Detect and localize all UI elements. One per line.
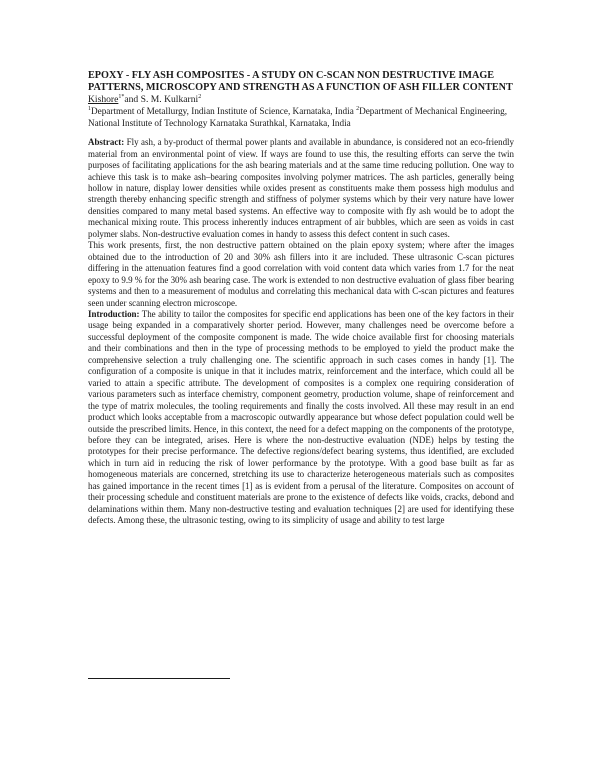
author-1: Kishore	[88, 94, 119, 106]
abstract-text: Fly ash, a by-product of thermal power plants and available in abundance, is considered not an eco-friendly material from an environmental point of view. If ways are found to use this, the resulting efforts can serve the twin purposes of facilitating applications for the ash bearing materials and at the same time reducing pollution. One way to achieve this task is to make ash–bearing composites involving polymer matrices. The ash particles, generally being hollow in nature, display lower densities while oxides present as constituents make them possess high modulus and strength thereby enhancing specific strength and stiffness of polymer systems which by their very nature have lower densities compared to many metal based systems. An effective way to composite with fly ash would be to adopt the mechanical mixing route. This process inherently induces entrapment of air bubbles, which are seen as voids in cast polymer slabs. Non-destructive evaluation comes in handy to assess this defect content in such cases.	[88, 137, 514, 239]
aff-1-sup: 1	[88, 106, 91, 113]
aff-1: Department of Metallurgy, Indian Institute of Science, Karnataka, India	[91, 106, 357, 117]
paper-title: EPOXY - FLY ASH COMPOSITES - A STUDY ON C-SCAN NON DESTRUCTIVE IMAGE PATTERNS, MICROSCOPY AND STRENGTH AS A FUNCTION OF ASH FILLER CONTENT	[88, 70, 513, 94]
author-2-sup: 2	[198, 94, 202, 101]
abstract-label: Abstract:	[88, 137, 125, 148]
author-and: and S. M. Kulkarni	[124, 94, 199, 106]
abstract-paragraph	[88, 137, 514, 240]
footnote-rule	[88, 678, 230, 679]
introduction-paragraph	[88, 309, 514, 527]
author-1-sup: 1*	[118, 94, 125, 101]
affiliations	[88, 106, 514, 129]
aff-2-sup: 2	[356, 106, 360, 113]
work-paragraph: This work presents, first, the non destructive pattern obtained on the plain epoxy system; where after the images obtained due to the introduction of 20 and 30% ash fillers into it are included. These ultrasonic C-scan pictures differing in the attenuation features find a good correlation with void content data which varies from 1.7 for the neat epoxy to 9.9 % for the 30% ash bearing case. The work is extended to non destructive evaluation of glass fiber bearing systems and then to a measurement of modulus and correlating this mechanical data with C-scan pictures and features seen under scanning electron microscope.	[88, 240, 514, 308]
paper-content	[88, 70, 514, 527]
author-line	[88, 94, 514, 106]
introduction-text: The ability to tailor the composites for specific end applications has been one of the key factors in their usage being expanded in a comparatively shorter period. However, many challenges need be overcome before a successful deployment of the composite component is made. The wide choice available first for choosing materials and their combinations and then in the type of processing methods to be employed to yield the product make the comprehensive selection a truly challenging one. The scientific approach in such cases comes in handy [1]. The configuration of a composite is unique in that it includes matrix, reinforcement and the interface, which could all be varied to attain a specific attribute. The development of composites is a complex one requiring consideration of various parameters such as interface chemistry, component geometry, production volume, shape of reinforcement and the type of matrix molecules, the tooling requirements and finally the costs involved. All these may result in an end product which looks acceptable from a macroscopic outwardly appearance but whose defect population could well be outside the prescribed limits. Hence, in this context, the need for a defect mapping on the components of the prototype, before they can be integrated, arises. Here is where the non-destructive evaluation (NDE) helps by testing the prototypes for their precise performance. The defective regions/defect bearing systems, thus identified, are excluded which in turn aid in reducing the risk of lower performance by the prototype. With a good base built as far as homogeneous materials are concerned, stretching its use to characterize heterogeneous materials such as composites has gained importance in the recent times [1] as is evident from a perusal of the literature. Composites on account of their processing schedule and constituent materials are prone to the existence of defects like voids, cracks, debond and delaminations within them. Many non-destructive testing and evaluation techniques [2] are used for identifying these defects. Among these, the ultrasonic testing, owing to its simplicity of usage and ability to test large	[88, 309, 514, 526]
introduction-label: Introduction:	[88, 309, 140, 320]
aff-2: Department of Mechanical Engineering, National Institute of Technology Karnataka Surathkal, Karnataka, India	[88, 106, 508, 128]
